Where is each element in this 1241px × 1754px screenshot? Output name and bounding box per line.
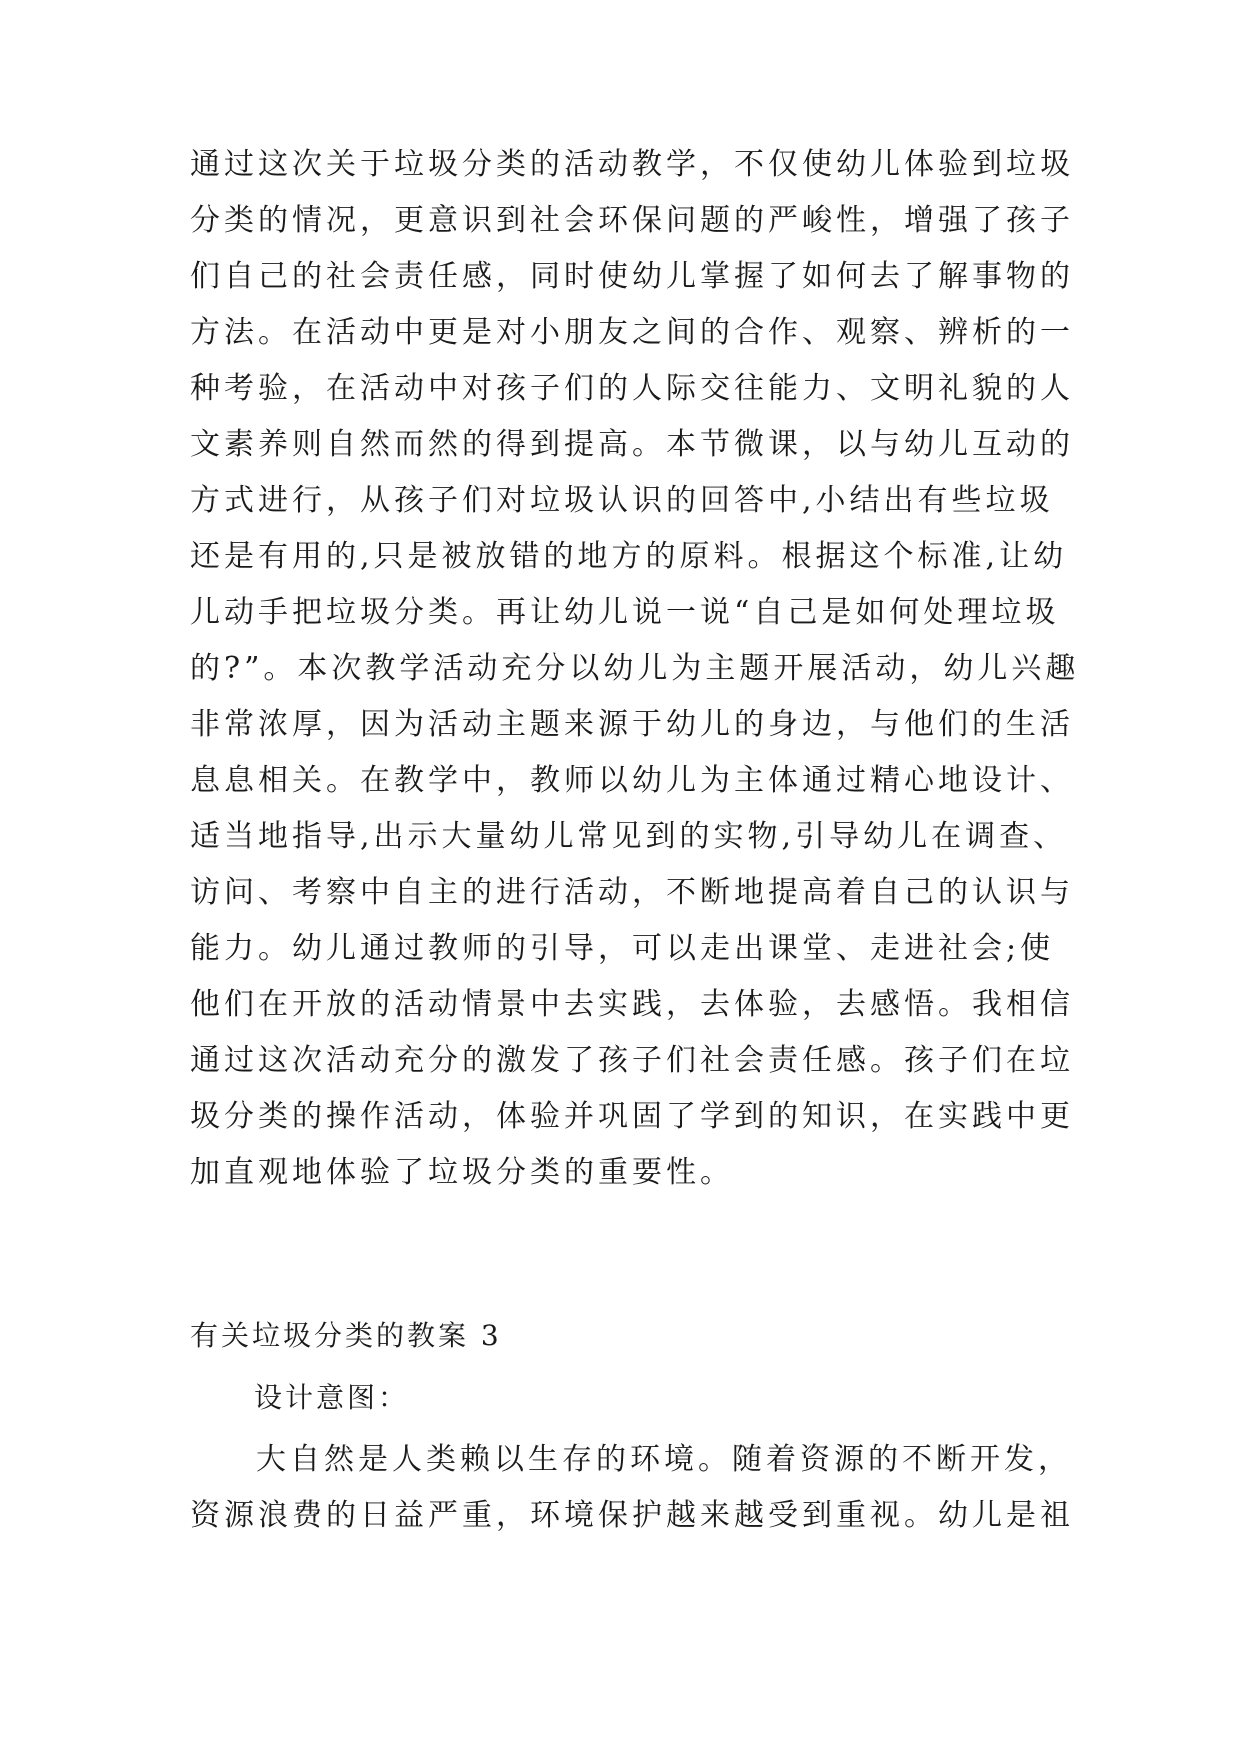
paragraph-line: 分类的情况，更意识到社会环保问题的严峻性，增强了孩子 [190,203,1074,238]
paragraph-line: 访问、考察中自主的进行活动，不断地提高着自己的认识与 [190,875,1074,910]
section-subheading: 设计意图： [254,1381,410,1414]
paragraph-line: 加直观地体验了垃圾分类的重要性。 [190,1155,734,1190]
paragraph-line: 方式进行，从孩子们对垃圾认识的回答中,小结出有些垃圾 [190,483,1054,518]
paragraph-line: 圾分类的操作活动，体验并巩固了学到的知识，在实践中更 [190,1099,1074,1134]
paragraph-line: 息息相关。在教学中，教师以幼儿为主体通过精心地设计、 [190,763,1074,798]
paragraph-line: 还是有用的,只是被放错的地方的原料。根据这个标准,让幼 [190,539,1068,574]
paragraph-line: 适当地指导,出示大量幼儿常见到的实物,引导幼儿在调查、 [190,819,1068,854]
paragraph-line: 通过这次活动充分的激发了孩子们社会责任感。孩子们在垃 [190,1043,1074,1078]
paragraph-line: 通过这次关于垃圾分类的活动教学，不仅使幼儿体验到垃圾 [190,147,1074,182]
section-heading: 有关垃圾分类的教案 3 [190,1319,502,1352]
paragraph-line: 大自然是人类赖以生存的环境。随着资源的不断开发， [256,1442,1072,1477]
paragraph-line: 儿动手把垃圾分类。再让幼儿说一说“自己是如何处理垃圾 [190,595,1060,630]
paragraph-line: 们自己的社会责任感，同时使幼儿掌握了如何去了解事物的 [190,259,1074,294]
paragraph-line: 能力。幼儿通过教师的引导，可以走出课堂、走进社会;使 [190,931,1055,966]
paragraph-line: 文素养则自然而然的得到提高。本节微课，以与幼儿互动的 [190,427,1074,462]
paragraph-line: 种考验，在活动中对孩子们的人际交往能力、文明礼貌的人 [190,371,1074,406]
paragraph-line: 资源浪费的日益严重，环境保护越来越受到重视。幼儿是祖 [190,1498,1074,1533]
paragraph-line: 非常浓厚，因为活动主题来源于幼儿的身边，与他们的生活 [190,707,1074,742]
paragraph-line: 的?”。本次教学活动充分以幼儿为主题开展活动，幼儿兴趣 [190,651,1080,686]
paragraph-line: 他们在开放的活动情景中去实践，去体验，去感悟。我相信 [190,987,1074,1022]
paragraph-line: 方法。在活动中更是对小朋友之间的合作、观察、辨析的一 [190,315,1074,350]
